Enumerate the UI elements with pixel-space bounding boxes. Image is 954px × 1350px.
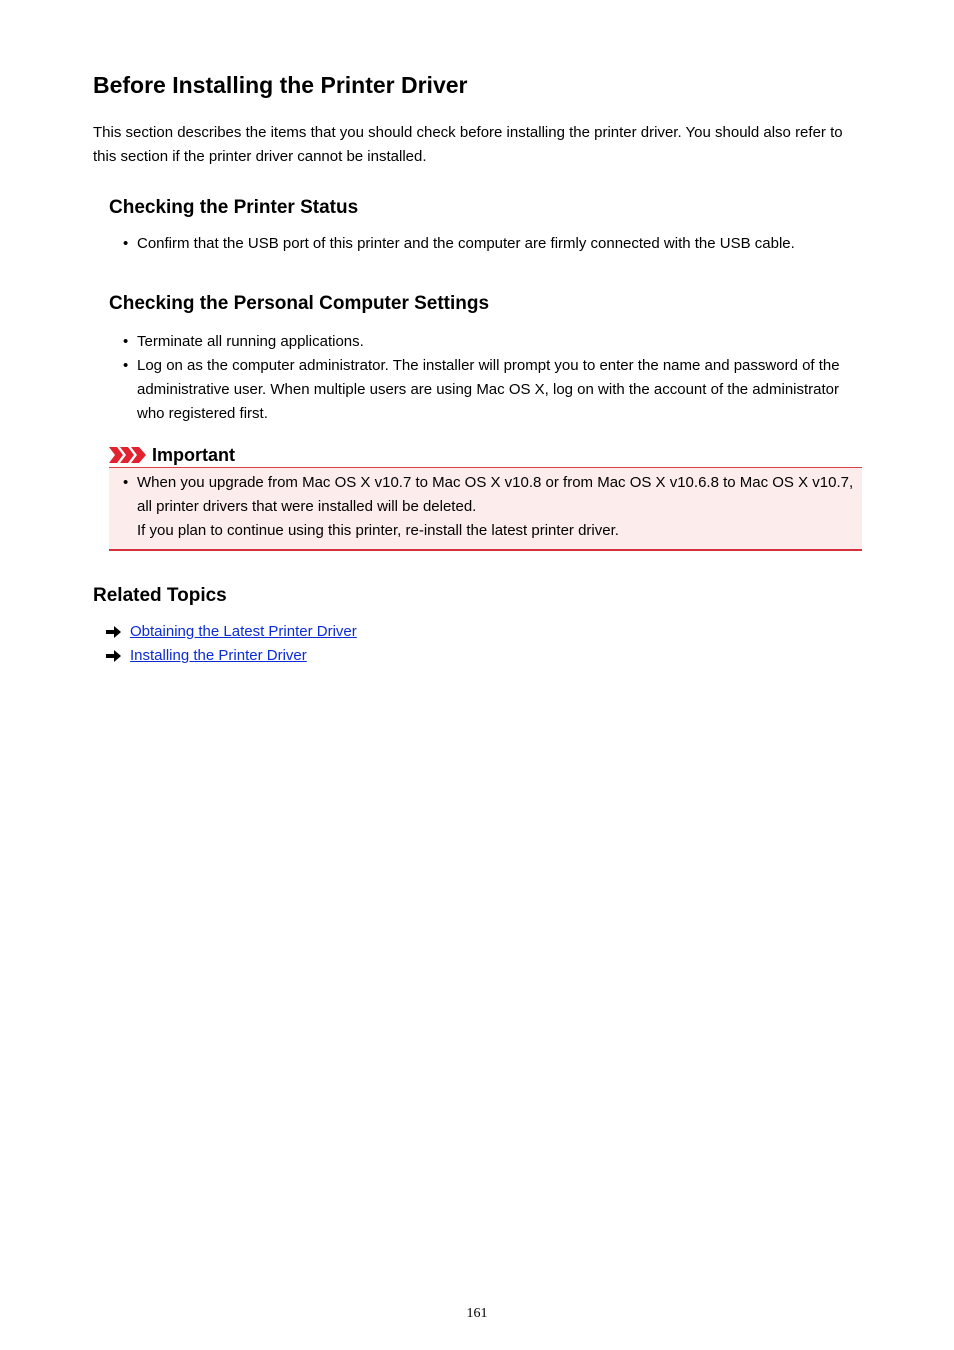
- section-heading: Checking the Personal Computer Settings: [109, 293, 490, 314]
- link-obtaining-latest-driver[interactable]: Obtaining the Latest Printer Driver: [130, 623, 357, 640]
- list-item-text: Log on as the computer administrator. The installer will prompt you to enter the name and password of the administrative user. When multiple users are using Mac OS X, log on with the account of the administrator who registered first.: [137, 357, 840, 422]
- bullet-icon: •: [123, 357, 129, 374]
- list-item-note: If you plan to continue using this printer, re-install the latest printer driver.: [137, 522, 619, 539]
- list-item-text: When you upgrade from Mac OS X v10.7 to Mac OS X v10.8 or from Mac OS X v10.6.8 to Mac OS X v10.7, all printer drivers that were installed will be deleted.: [137, 474, 854, 515]
- list-item: [123, 471, 862, 543]
- list-item: [123, 354, 863, 426]
- list-item-text: Terminate all running applications.: [137, 333, 364, 350]
- section-computer-settings: [93, 291, 863, 426]
- bullet-icon: •: [123, 235, 129, 252]
- page-content: [93, 70, 863, 668]
- section-printer-status: [93, 195, 863, 256]
- bullet-list: [109, 471, 862, 543]
- page-title: Before Installing the Printer Driver: [93, 72, 468, 98]
- right-arrow-icon: [105, 650, 123, 662]
- list-item: [123, 232, 863, 256]
- bullet-icon: •: [123, 474, 129, 491]
- bullet-icon: •: [123, 333, 129, 350]
- intro-paragraph: This section describes the items that you should check before installing the printer driver. You should also refer to this section if the printer driver cannot be installed.: [93, 124, 843, 165]
- bullet-list: [93, 330, 863, 426]
- link-installing-driver[interactable]: Installing the Printer Driver: [130, 647, 307, 664]
- important-body: [109, 467, 862, 551]
- page-number: 161: [466, 1306, 488, 1321]
- list-item-text: Confirm that the USB port of this printer and the computer are firmly connected with the USB cable.: [137, 235, 795, 252]
- right-arrow-icon: [105, 626, 123, 638]
- related-heading: Related Topics: [93, 585, 227, 606]
- section-heading: Checking the Printer Status: [109, 197, 359, 218]
- important-title: Important: [152, 445, 235, 465]
- important-notice: [109, 443, 862, 551]
- related-link-item: [105, 644, 863, 668]
- related-topics: [93, 583, 863, 668]
- important-arrows-icon: [109, 447, 147, 463]
- list-item: [123, 330, 863, 354]
- related-links: [93, 620, 863, 668]
- related-link-item: [105, 620, 863, 644]
- important-header: [109, 443, 862, 467]
- bullet-list: [93, 232, 863, 256]
